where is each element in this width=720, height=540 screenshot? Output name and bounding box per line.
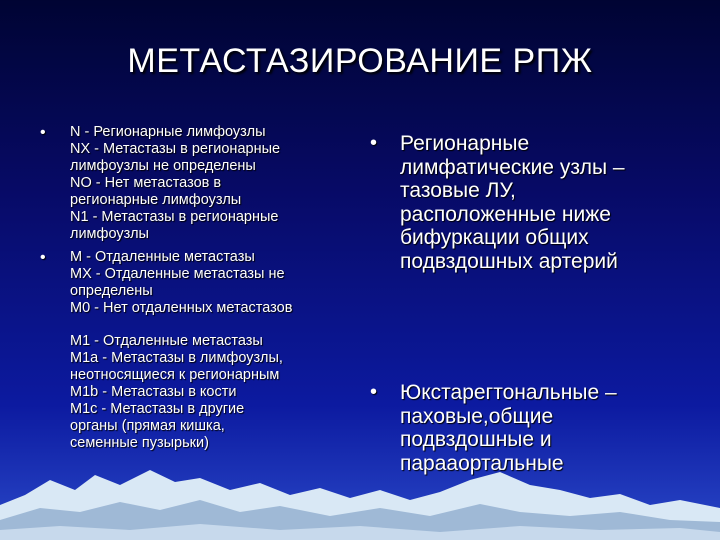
text-line: NO - Нет метастазов в [70, 175, 222, 191]
classification-n-item [40, 124, 360, 243]
text-line: расположенные ниже [400, 202, 611, 226]
text-line: N1 - Метастазы в регионарные [70, 209, 279, 225]
text-line: регионарные лимфоузлы [70, 192, 242, 208]
text-line: семенные пузырьки) [70, 434, 209, 451]
bullet-icon: • [40, 249, 46, 266]
text-line: M1a - Метастазы в лимфоузлы, [70, 349, 283, 366]
blank-line [70, 317, 360, 333]
text-line: подвздошных артерий [400, 249, 618, 273]
text-line: M0 - Нет отдаленных метастазов [70, 300, 293, 316]
text-line: Юкстарегтональные – [400, 381, 617, 404]
text-line: неотносящиеся к регионарным [70, 366, 280, 383]
text-line: подвздошные и [400, 428, 552, 451]
text-line: NX - Метастазы в регионарные [70, 141, 281, 157]
text-line: тазовые ЛУ, [400, 179, 516, 202]
text-line: органы (прямая кишка, [70, 417, 225, 434]
classification-m-item [40, 249, 360, 452]
text-line: M1b - Метастазы в кости [70, 383, 237, 400]
text-line: лимфоузлы [70, 226, 149, 242]
text-line: Регионарные [400, 132, 530, 155]
bullet-icon: • [370, 381, 378, 403]
regional-nodes-item [370, 132, 690, 273]
bullet-icon: • [370, 132, 378, 154]
text-line: M - Отдаленные метастазы [70, 249, 255, 265]
text-line: бифуркации общих [400, 226, 589, 249]
text-line: паховые,общие [400, 404, 554, 428]
left-column [40, 124, 360, 458]
text-line: лимфатические узлы – [400, 155, 625, 179]
right-column [370, 132, 690, 475]
text-line: лимфоузлы не определены [70, 158, 256, 174]
text-line: MX - Отдаленные метастазы не [70, 266, 285, 282]
text-line: M1c - Метастазы в другие [70, 400, 245, 417]
bullet-icon: • [40, 124, 46, 141]
text-line: определены [70, 283, 153, 299]
text-line: парааортальные [400, 451, 564, 475]
juxtaregional-nodes-item [370, 381, 690, 475]
text-line: M1 - Отдаленные метастазы [70, 332, 263, 349]
text-line: N - Регионарные лимфоузлы [70, 124, 266, 140]
slide-title: МЕТАСТАЗИРОВАНИЕ РПЖ [127, 42, 593, 80]
